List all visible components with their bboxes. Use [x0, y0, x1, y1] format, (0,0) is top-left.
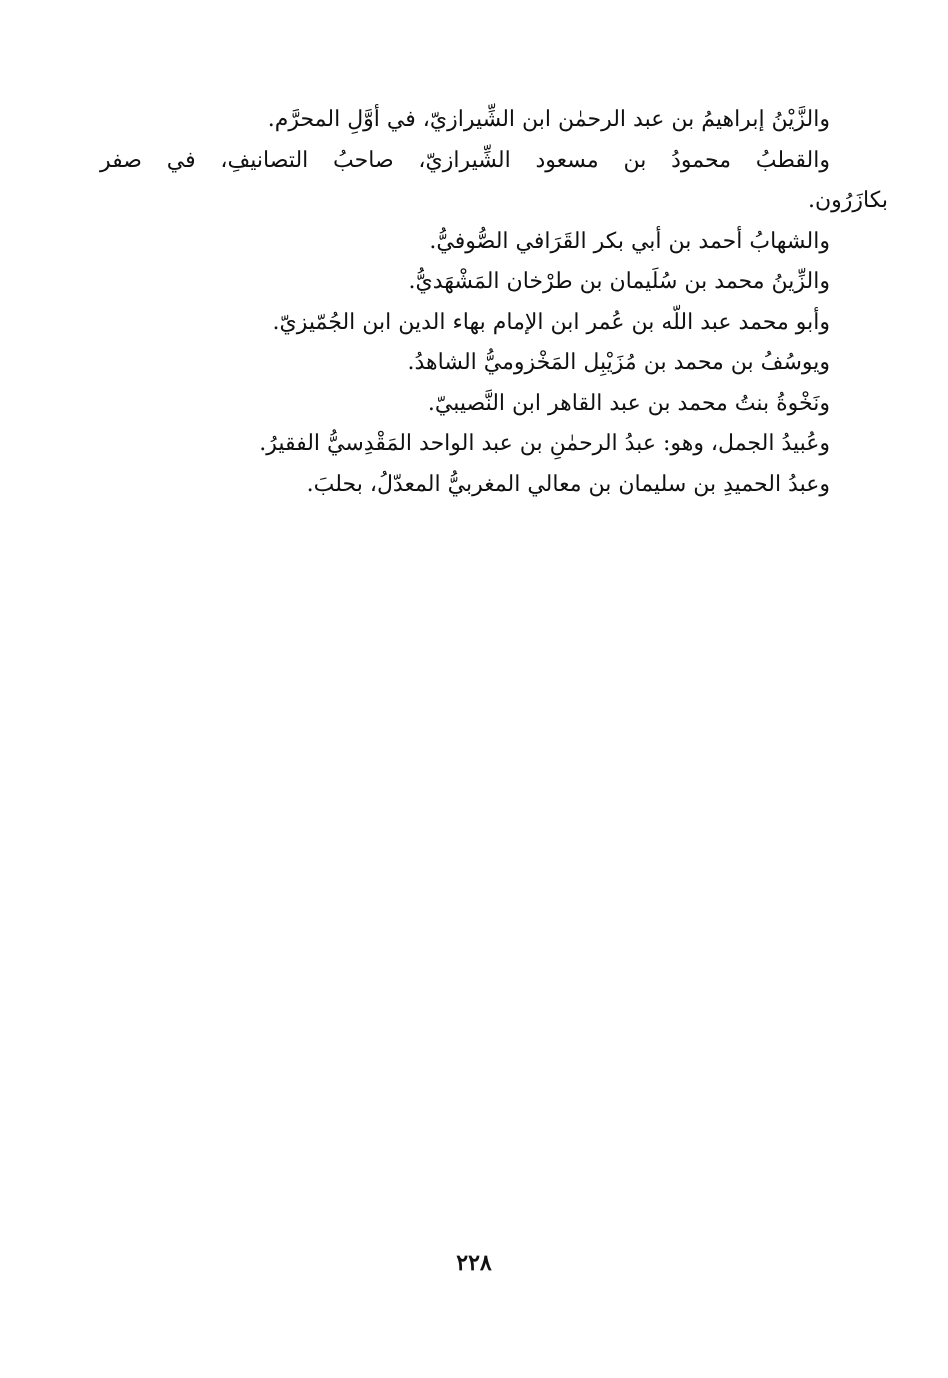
text-line-9: وعُبيدُ الجمل، وهو: عبدُ الرحمٰنِ بن عبد الواحد المَقْدِسيُّ الفقيرُ.: [259, 431, 830, 456]
text-line-2: والقطبُ محمودُ بن مسعود الشِّيرازيّ، صاحبُ التصانيفِ، في صفر: [100, 147, 830, 173]
text-line-4: والشهابُ أحمد بن أبي بكر القَرَافي الصُّوفيُّ.: [429, 228, 830, 254]
text-line-5: والزِّينُ محمد بن سُلَيمان بن طرْخان المَشْهَديُّ.: [408, 269, 830, 294]
text-line-6: وأبو محمد عبد اللّه بن عُمر ابن الإمام بهاء الدين ابن الجُمّيزيّ.: [272, 309, 830, 335]
text-line-7: ويوسُفُ بن محمد بن مُزَيْبِل المَخْزوميُّ الشاهدُ.: [407, 350, 830, 375]
text-line-3: بكازَرُون.: [808, 188, 888, 213]
text-line-10: وعبدُ الحميدِ بن سليمان بن معالي المغربيُّ المعدّلُ، بحلبَ.: [306, 471, 830, 497]
body-text: [100, 100, 888, 505]
text-line-8: ونَخْوةُ بنتُ محمد بن عبد القاهر ابن النَّصيبيّ.: [427, 390, 830, 416]
text-line-1: والزَّيْنُ إبراهيمُ بن عبد الرحمٰن ابن الشِّيرازيّ، في أوَّلِ المحرَّم.: [267, 107, 830, 132]
page-number: ٢٢٨: [456, 1250, 492, 1276]
